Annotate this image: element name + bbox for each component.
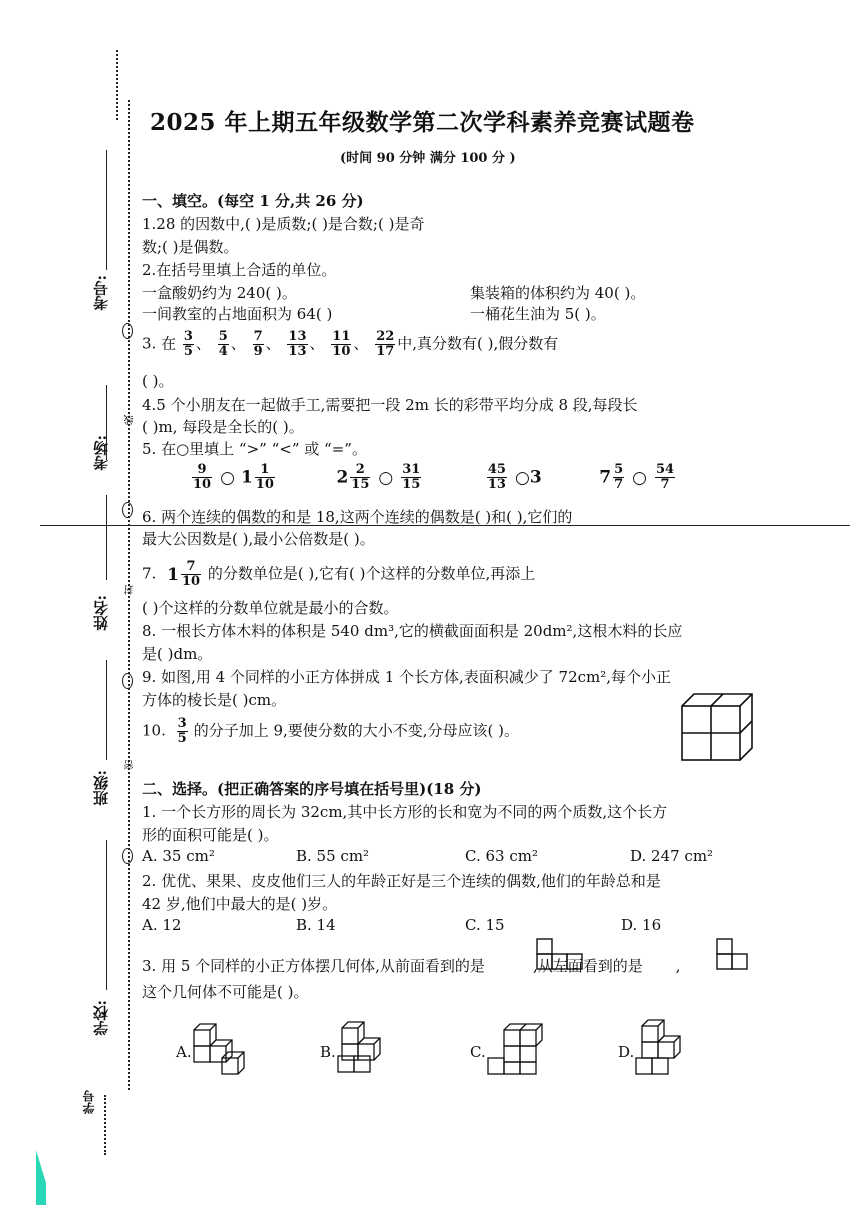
q7-fraction: $\frac{7}{10}$	[181, 559, 201, 589]
margin-dotted-line-bottom	[104, 1095, 106, 1155]
s2-q2-option-d[interactable]: D. 16	[621, 916, 662, 934]
class-underline	[106, 660, 107, 760]
q3-fraction-3: $\frac{7}{9}$	[253, 329, 263, 359]
exam-number-underline	[106, 150, 107, 270]
q6-line1: 6. 两个连续的偶数的和是 18,这两个连续的偶数是( )和( ),它们的	[142, 508, 573, 526]
q2-item2: 集装箱的体积约为 40( )。	[470, 284, 646, 302]
margin-dotted-line	[128, 100, 130, 1090]
q9-cuboid-figure	[680, 692, 756, 764]
exam-subtitle: (时间 90 分钟 满分 100 分 )	[340, 151, 516, 166]
name-label: 姓名:	[92, 595, 110, 631]
q2-item1: 一盒酸奶约为 240( )。	[142, 284, 297, 302]
binding-hole-4	[122, 848, 133, 864]
q2-item4: 一桶花生油为 5( )。	[470, 305, 606, 323]
s2-q3-option-a[interactable]: A.	[176, 1043, 192, 1061]
q3-fraction-2: $\frac{5}{4}$	[218, 329, 228, 359]
margin-dotted-line-top	[116, 50, 118, 120]
s2-q2-line1: 2. 优优、果果、皮皮他们三人的年龄正好是三个连续的偶数,他们的年龄总和是	[142, 872, 661, 890]
option-b-figure	[336, 1020, 400, 1080]
binding-hole-2	[122, 502, 133, 518]
q3-line2: ( )。	[142, 372, 174, 390]
class-label: 班级:	[92, 770, 110, 806]
q5-b-left: $\frac{2}{15}$	[351, 462, 370, 492]
exam-number-label: 考号:	[92, 275, 110, 311]
q5-a-right: $\frac{1}{10}$	[255, 462, 274, 492]
q5-prompt: 5. 在○里填上 “>” “<” 或 “=”。	[142, 440, 367, 458]
q4-line2: ( )m, 每段是全长的( )。	[142, 418, 304, 436]
s2-q1-option-b[interactable]: B. 55 cm²	[296, 847, 370, 865]
q8-line2: 是( )dm。	[142, 645, 213, 663]
seal-char-secret: 密	[125, 760, 136, 770]
q1-line1: 1.28 的因数中,( )是质数;( )是合数;( )是奇	[142, 215, 425, 233]
q9-line1: 9. 如图,用 4 个同样的小正方体拼成 1 个长方体,表面积减少了 72cm²,每个小正	[142, 668, 672, 686]
seal-char-seal: 封	[125, 585, 136, 595]
s2-q1-option-d[interactable]: D. 247 cm²	[630, 847, 714, 865]
q5-c-left: $\frac{45}{13}$	[487, 462, 506, 492]
q3-text: 中,真分数有( ),假分数有	[397, 334, 559, 353]
option-d-figure	[634, 1018, 698, 1080]
student-number-label: 学号	[82, 1090, 96, 1114]
q1-line2: 数;( )是偶数。	[142, 238, 239, 256]
q5-comparisons: $\frac{9}{10}$ ○ 1 $\frac{1}{10}$ 2 $\frac{2}{15}$ ○ $\frac{31}{15}$ $\frac{45}{13}$ ○3 7 $\frac{5}{7}$ ○ $\frac{54}{7}$	[193, 462, 675, 492]
q9-line2: 方体的棱长是( )cm。	[142, 691, 287, 709]
binding-hole-1	[122, 323, 133, 339]
exam-room-label: 考场:	[92, 435, 110, 471]
q5-a-left: $\frac{9}{10}$	[193, 462, 212, 492]
q3-fraction-1: $\frac{3}{5}$	[183, 329, 193, 359]
seal-char-line: 线	[125, 415, 136, 425]
q3-fraction-4: $\frac{13}{13}$	[288, 329, 307, 359]
q5-d-left: $\frac{5}{7}$	[614, 462, 624, 492]
q5-b-circle[interactable]: ○	[378, 467, 394, 488]
q7-line1: 7. 1 $\frac{7}{10}$ 的分数单位是( ),它有( )个这样的分数单位,再添上	[142, 559, 536, 589]
s2-q1-line2: 形的面积可能是( )。	[142, 826, 279, 844]
section2-heading: 二、选择。(把正确答案的序号填在括号里)(18 分)	[142, 780, 482, 798]
s2-q2-option-a[interactable]: A. 12	[142, 916, 182, 934]
s2-q3-option-b[interactable]: B.	[320, 1043, 336, 1061]
left-view-figure	[716, 937, 750, 971]
school-underline	[106, 840, 107, 990]
section1-heading: 一、填空。(每空 1 分,共 26 分)	[142, 192, 364, 210]
s2-q2-line2: 42 岁,他们中最大的是( )岁。	[142, 895, 338, 913]
front-view-figure	[536, 937, 584, 971]
s2-q1-option-c[interactable]: C. 63 cm²	[465, 847, 538, 865]
q3-prefix: 3. 在	[142, 334, 177, 353]
q5-b-right: $\frac{31}{15}$	[402, 462, 421, 492]
s2-q3-line2: 这个几何体不可能是( )。	[142, 983, 309, 1001]
q5-c-circle[interactable]: ○	[514, 467, 530, 488]
s2-q1-option-a[interactable]: A. 35 cm²	[142, 847, 215, 865]
binding-hole-3	[122, 673, 133, 689]
q10-line: 10. $\frac{3}{5}$ 的分子加上 9,要使分数的大小不变,分母应该( )。	[142, 716, 520, 746]
s2-q1-line1: 1. 一个长方形的周长为 32cm,其中长方形的长和宽为不同的两个质数,这个长方	[142, 803, 668, 821]
q2-item3: 一间教室的占地面积为 64( )	[142, 305, 333, 323]
q10-fraction: $\frac{3}{5}$	[177, 716, 187, 746]
q5-d-right: $\frac{54}{7}$	[655, 462, 675, 492]
q3-fraction-6: $\frac{22}{17}$	[376, 329, 395, 359]
s2-q3-option-d[interactable]: D.	[618, 1043, 635, 1061]
s2-q3-option-c[interactable]: C.	[470, 1043, 486, 1061]
s2-q2-option-c[interactable]: C. 15	[465, 916, 505, 934]
page-title: 2025 年上期五年级数学第二次学科素养竞赛试题卷	[150, 109, 695, 136]
s2-q3-line1: 3. 用 5 个同样的小正方体摆几何体,从前面看到的是 ,从左面看到的是 ,	[142, 957, 681, 975]
q3-fraction-5: $\frac{11}{10}$	[332, 329, 351, 359]
s2-q2-option-b[interactable]: B. 14	[296, 916, 336, 934]
q5-a-circle[interactable]: ○	[220, 467, 235, 488]
q5-d-circle[interactable]: ○	[632, 467, 647, 488]
q7-line2: ( )个这样的分数单位就是最小的合数。	[142, 599, 399, 617]
q2-prompt: 2.在括号里填上合适的单位。	[142, 261, 337, 279]
school-label: 学校:	[92, 1000, 110, 1036]
q8-line1: 8. 一根长方体木料的体积是 540 dm³,它的横截面面积是 20dm²,这根木料的长应	[142, 622, 683, 640]
name-underline	[106, 495, 107, 580]
option-c-figure	[486, 1020, 550, 1080]
q4-line1: 4.5 个小朋友在一起做手工,需要把一段 2m 长的彩带平均分成 8 段,每段长	[142, 396, 638, 414]
q3-line1: 3. 在 $\frac{3}{5}$ 、 $\frac{5}{4}$ 、 $\frac{7}{9}$ 、 $\frac{13}{13}$ 、 $\frac{11}{10}$ 、 $\frac{22}{17}$ 中,真分数有( ),假分数有	[142, 329, 559, 359]
option-a-figure	[192, 1020, 256, 1080]
scan-edge-mark	[36, 1150, 46, 1205]
q6-line2: 最大公因数是( ),最小公倍数是( )。	[142, 530, 375, 548]
